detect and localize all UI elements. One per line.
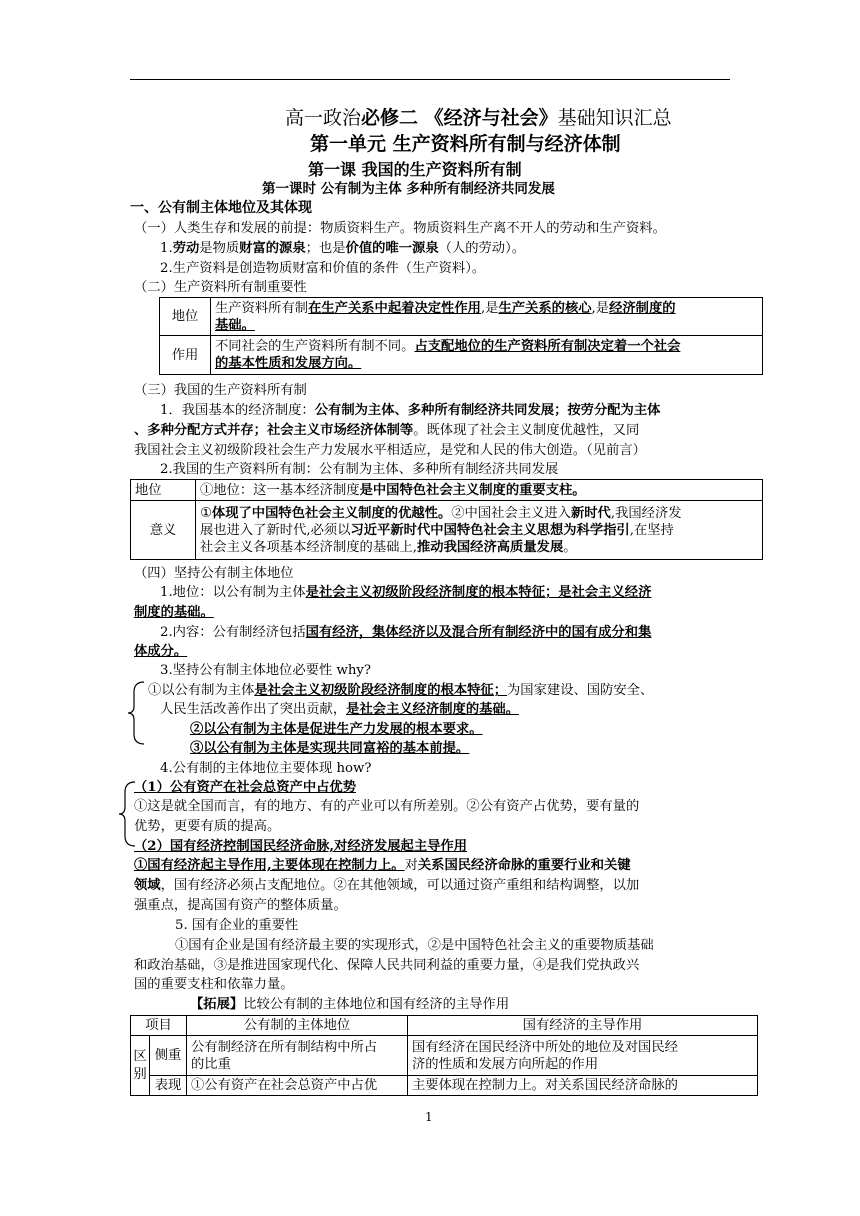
p4-item2 (160, 624, 651, 641)
text: ,是 (480, 300, 499, 316)
how-1-title: （1）公有资产在社会总资产中占优势 (134, 780, 357, 795)
comparison-table (130, 1015, 758, 1096)
table-header: 公有制的主体地位 (187, 1016, 408, 1036)
text: 体成分。 (134, 644, 188, 659)
section-heading: 一、公有制主体地位及其体现 (130, 200, 312, 216)
text: 制度的基础。 (134, 605, 214, 620)
text: 公有制经济在所有制结构中所占 (191, 1039, 378, 1055)
text: （人的劳动）。 (438, 241, 526, 256)
table-cell-label: 意义 (131, 501, 196, 560)
table-cell (196, 480, 763, 501)
why-line1-cont (160, 701, 519, 718)
text: 【拓展】 (190, 997, 244, 1012)
table-cell (211, 336, 763, 375)
text: 人民生活改善作出了突出贡献， (160, 702, 347, 717)
table-group-label: 区别 (131, 1036, 150, 1096)
text: 基础。 (215, 317, 255, 333)
extension-heading (190, 996, 509, 1013)
title-prefix: 高一政治 (285, 107, 362, 129)
text: 生产关系的核心 (498, 300, 592, 316)
ownership-system-table (130, 479, 763, 560)
subsection-4-title: （四）坚持公有制主体地位 (134, 566, 294, 581)
text: 领域 (134, 878, 161, 893)
p4-item5: 5. 国有企业的重要性 (175, 918, 299, 933)
soe-line3: 国的重要支柱和依靠力量。 (134, 977, 294, 992)
text: 的基本性质和发展方向。 (215, 356, 362, 371)
soe-line1: ①国有企业是国有经济最主要的实现形式，②是中国特色社会主义的重要物质基础 (175, 938, 654, 953)
p4-item4: 4.公有制的主体地位主要体现 how? (160, 761, 372, 776)
text: 对 (404, 858, 418, 873)
ownership-importance-table (159, 297, 763, 375)
subsection-1-title: （一）人类生存和发展的前提：物质资料生产。物质资料生产离不开人的劳动和生产资料。 (134, 221, 666, 236)
session-heading: 第一课时 公有制为主体 多种所有制经济共同发展 (262, 181, 555, 197)
text: 国有经济，集体经济以及混合所有制经济中的国有成分和集 (305, 625, 652, 640)
text: ，国有经济必须占支配地位。②在其他领域，可以通过资产重组和结构调整，以加 (160, 878, 640, 893)
table-cell-label: 侧重 (150, 1036, 187, 1076)
text: 生产资料所有制 (215, 300, 309, 316)
p3-line2 (134, 422, 639, 439)
text: 是社会主义初级阶段经济制度的根本特征；是社会主义经济 (305, 585, 652, 600)
text: 推动我国经济高质量发展 (416, 539, 564, 555)
left-brace-icon (126, 680, 146, 746)
table-cell-label: 表现 (150, 1076, 187, 1096)
title-suffix: 基础知识汇总 (557, 107, 672, 129)
text: 是物质 (199, 241, 240, 256)
table-cell: 主要体现在控制力上。对关系国民经济命脉的 (408, 1076, 758, 1096)
text: 展也进入了新时代,必须以 (200, 522, 351, 538)
table-header: 项目 (131, 1016, 187, 1036)
text: 公有制为主体、多种所有制经济共同发展；按劳分配为主体 (314, 403, 661, 418)
page-number: 1 (425, 1110, 433, 1124)
how-2-line2 (134, 877, 639, 894)
text: 。既体现了社会主义制度优越性，又同 (413, 423, 640, 438)
text: ①地位：这一基本经济制度 (200, 482, 360, 498)
text: ,是 (591, 300, 610, 316)
text: 、多种分配方式并存；社会主义市场经济体制等 (134, 423, 414, 438)
why-line1 (148, 682, 653, 699)
how-2-title: （2）国有经济控制国民经济命脉,对经济发展起主导作用 (134, 839, 468, 854)
table-cell (211, 298, 763, 336)
text: 社会主义各项基本经济制度的基础上, (200, 539, 417, 555)
text: 是社会主义经济制度的基础。 (346, 702, 520, 717)
text: ；也是 (305, 241, 346, 256)
text: 为国家建设、国防安全、 (507, 683, 654, 698)
table-cell (196, 501, 763, 560)
text: 劳动 (172, 241, 200, 256)
text: ,在坚持 (629, 522, 674, 538)
text: 1.地位：以公有制为主体 (160, 585, 306, 600)
text: ,我国经济发 (610, 505, 682, 521)
table-cell (408, 1036, 758, 1076)
text: 价值的唯一源泉 (345, 241, 439, 256)
table-cell-label: 地位 (160, 298, 211, 336)
subsection-3-title: （三）我国的生产资料所有制 (134, 383, 307, 398)
text: 财富的源泉 (239, 241, 306, 256)
text: 是中国特色社会主义制度的重要支柱。 (359, 482, 586, 498)
text: 的比重 (191, 1056, 231, 1072)
soe-line2: 和政治基础，③是推进国家现代化、保障人民共同利益的重要力量，④是我们党执政兴 (134, 958, 640, 973)
text: 2.内容：公有制经济包括 (160, 625, 306, 640)
why-line3: ③以公有制为主体是实现共同富裕的基本前提。 (190, 741, 470, 756)
p1-line1 (160, 240, 525, 257)
table-cell-label: 作用 (160, 336, 211, 375)
p4-item1 (160, 584, 651, 601)
text: 不同社会的生产资料所有制不同。 (215, 339, 415, 354)
title-bold: 必修二 《经济与社会》 (361, 107, 558, 129)
how-1-line1: ①这是就全国而言，有的地方、有的产业可以有所差别。②公有资产占优势，要有量的 (134, 799, 640, 814)
subsection-2-title: （二）生产资料所有制重要性 (134, 280, 307, 295)
text: ① (200, 505, 212, 521)
p4-item3: 3.坚持公有制主体地位必要性 why? (160, 663, 372, 678)
how-2-line1 (134, 857, 631, 874)
text: 比较公有制的主体地位和国有经济的主导作用 (243, 997, 510, 1012)
table-cell: ①公有资产在社会总资产中占优 (187, 1076, 408, 1096)
p4-item2-cont (134, 643, 187, 660)
p1-line2: 2.生产资料是创造物质财富和价值的条件（生产资料）。 (160, 261, 486, 276)
text: 在生产关系中起着决定性作用 (308, 300, 481, 316)
text: 经济制度的 (609, 300, 676, 316)
text: 体现了中国特色社会主义制度的优越性。 (211, 505, 452, 521)
text: ②中国社会主义进入 (451, 505, 571, 521)
text: 1. (160, 241, 173, 256)
text: 。 (563, 539, 577, 555)
table-cell (187, 1036, 408, 1076)
how-2-line3: 强重点，提高国有资产的整体质量。 (134, 898, 347, 913)
text: 济的性质和发展方向所起的作用 (412, 1056, 599, 1072)
p4-item1-cont (134, 604, 214, 621)
table-cell-label: 地位 (131, 480, 196, 501)
header-rule (130, 79, 730, 80)
text: 习近平新时代中国特色社会主义思想为科学指引 (350, 522, 630, 538)
text: 关系国民经济命脉的重要行业和关键 (417, 858, 631, 873)
p3-line3: 我国社会主义初级阶段社会生产力发展水平相适应，是党和人民的伟大创造。（见前言） (134, 443, 646, 458)
text: 新时代 (570, 505, 611, 521)
text: 1．我国基本的经济制度： (160, 403, 315, 418)
p3-line4: 2.我国的生产资料所有制：公有制为主体、多种所有制经济共同发展 (160, 462, 559, 477)
text: ①国有经济起主导作用,主要体现在控制力上。 (134, 858, 405, 873)
text: 占支配地位的生产资料所有制决定着一个社会 (414, 339, 681, 354)
document-title (285, 106, 672, 130)
unit-heading: 第一单元 生产资料所有制与经济体制 (310, 133, 621, 155)
table-header: 国有经济的主导作用 (408, 1016, 758, 1036)
how-1-line2: 优势，更要有质的提高。 (134, 819, 281, 834)
text: ①以公有制为主体 (148, 683, 255, 698)
p3-line1 (160, 402, 660, 419)
text: 是社会主义初级阶段经济制度的根本特征； (254, 683, 508, 698)
why-line2: ②以公有制为主体是促进生产力发展的根本要求。 (190, 722, 483, 737)
lesson-heading: 第一课 我国的生产资料所有制 (308, 160, 522, 179)
text: 国有经济在国民经济中所处的地位及对国民经 (412, 1039, 678, 1055)
